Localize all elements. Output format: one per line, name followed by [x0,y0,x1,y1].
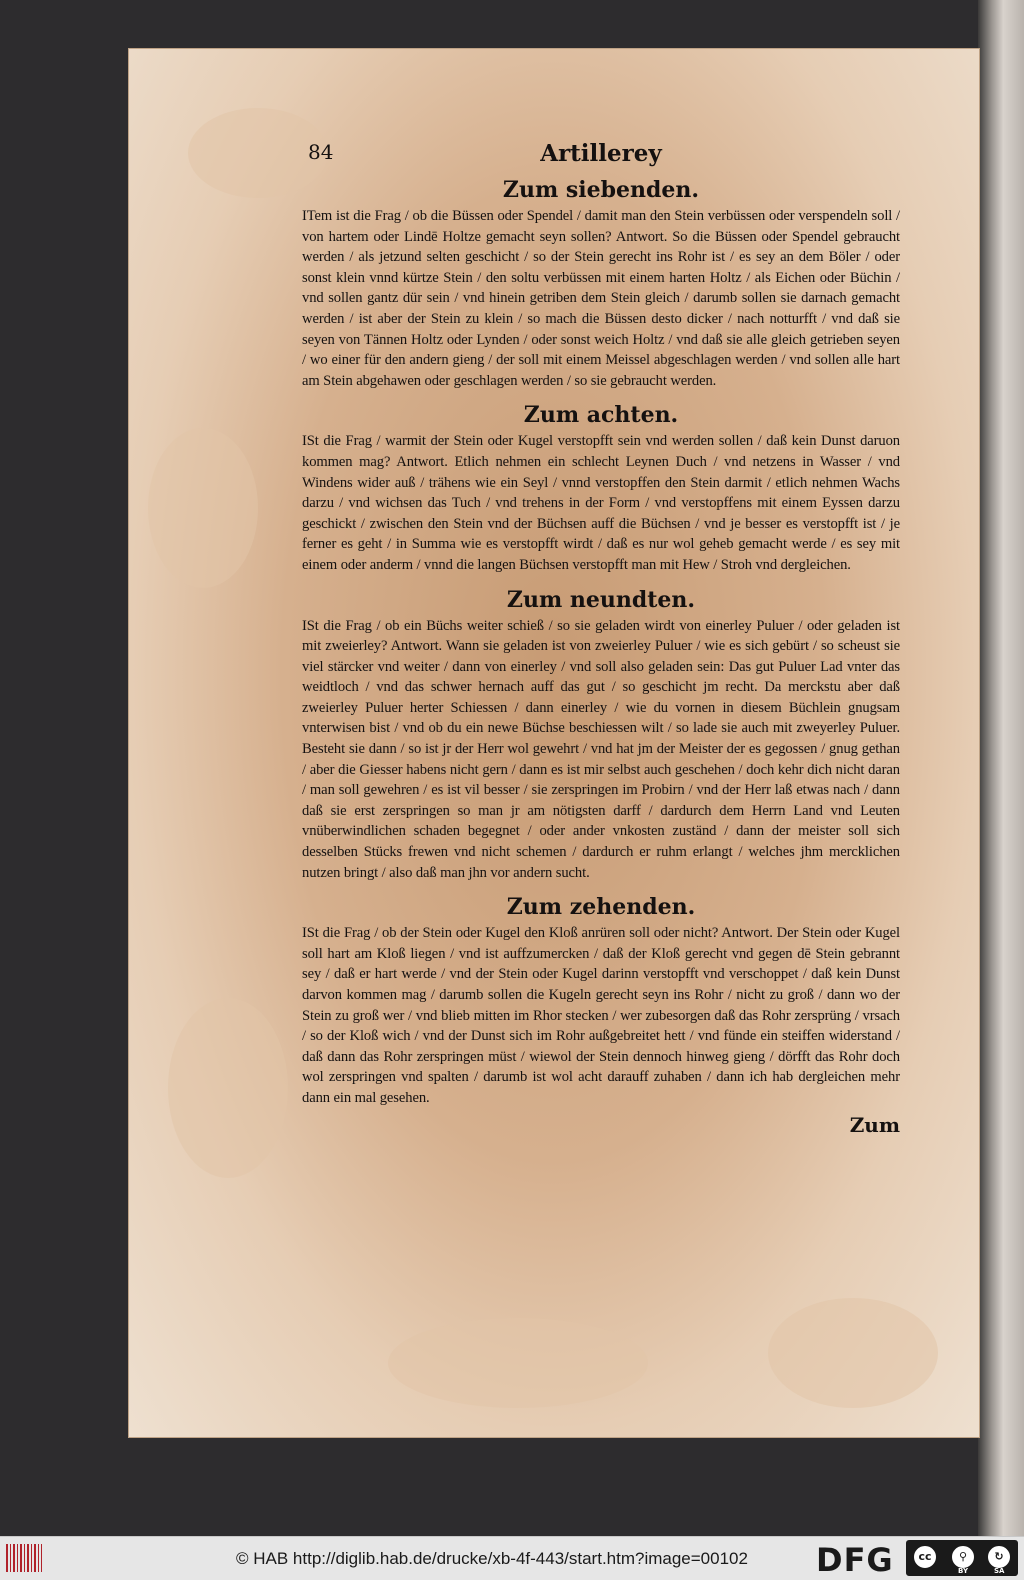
by-person-icon: ⚲ [950,1544,976,1570]
section [302,174,900,391]
adjacent-page-edge [978,0,1024,1536]
paper-stain [148,428,258,588]
library-logo [6,1544,42,1572]
section-paragraph: ITem ist die Frag / ob die Büssen oder Spendel / damit man den Stein verbüssen oder verspendeln soll / von hartem oder Lindē Holtze gemacht seyn sollen? Antwort. So die Büssen oder Spendel gebraucht werden / als jetzund selten geschicht / so der Stein gerecht ins Rohr ist / es sey an dem Böler / oder sonst klein vnnd kürtze Stein / den soltu verbüssen mit einem harten Holtz / als Eichen oder Büchin / vnd sollen gantz dür sein / vnd hinein getriben dem Stein gleich / darumb sollen sie darnach gemacht werden / ist aber der Stein zu klein / so mach die Büssen desto dicker / nach notturfft / vnd daß sie seyen von Tännen Holtz oder Lynden / oder sonst weich Holtz / vnd daß sie alle gleich getrieben seyen / wo einer für den andern gieng / der soll mit einem Meissel abgeschlagen werden / vnd sollen alle hart am Stein abgehawen oder geschlagen werden / so sie gebraucht werden. [302,208,900,389]
sa-label: SA [994,1567,1005,1575]
footer-bar [0,1536,1024,1580]
section-heading: Zum achten. [523,402,679,429]
section-heading: Zum zehenden. [506,894,696,921]
section [302,584,900,884]
paper-stain [768,1298,938,1408]
page-text [302,140,900,1139]
page-number: 84 [308,140,334,164]
section-heading: Zum neundten. [506,586,696,613]
share-alike-icon: ↻ [986,1544,1012,1570]
cc-icon: cc [912,1544,938,1570]
paper-stain [388,1318,648,1408]
catchword: Zum [849,1112,900,1137]
by-label: BY [958,1567,969,1575]
copyright-link[interactable]: © HAB http://diglib.hab.de/drucke/xb-4f-443/start.htm?image=00102 [236,1549,748,1568]
section-paragraph: ISt die Frag / ob der Stein oder Kugel den Kloß anrüren soll oder nicht? Antwort. Der Stein oder Kugel soll hart am Kloß liegen / vnd ist auffzumercken / daß der Kloß gerecht vnd gegen dē Stein gebrannt sey / daß er hart werde / vnd der Stein oder Kugel darinn verstopfft vnd verschoppet / daß kein Dunst darvon kommen mag / darumb sollen die Kugeln gerecht seyn ins Rohr / nicht zu groß / dann wo der Stein zu groß wer / vnd blieb mitten im Rhor stecken / wer zubesorgen daß das Rohr zersprüng / vrsach / so der Kloß wich / vnd der Dunst sich im Rohr außgebreitet hett / vnd fünde ein steiffen widerstand / daß dann das Rohr zerspringen müst / wiewol der Stein dennoch hinweg gieng / dörfft das Rohr doch wol zerspringen vnd spalten / darumb ist wol acht darauff zuhaben / dann ich hab dergleichen mehr dann ein mal gesehen. [302,925,900,1106]
section-heading: Zum siebenden. [502,177,700,203]
section-paragraph: ISt die Frag / ob ein Büchs weiter schieß / so sie geladen wirdt von einerley Puluer / oder geladen ist mit zweierley? Antwort. Wann sie geladen ist von zweierley Puluer / wie es sich gebürt / so scheust sie viel stärcker vnd weiter / dann von einerley / vnd soll also geladen sein: Das gut Puluer Lad vnter das weidtloch / vnd das schwer hernach auff das gut / so geschicht jm recht. Da merckstu aber daß zweierley Puluer herter Schiessen / dann einerley / wie du vornen in diesem Büchlein gnugsam vnterwisen bist / vnd ob du ein newe Büchse beschiessen wilt / so lade sie auch mit zweyerley Puluer. Besteht sie dann / so ist jr der Herr wol gewehrt / vnd hat jm der Meister der es gegossen / gnug gethan / aber die Giesser habens nicht gern / dann es ist mir selbst auch geschehen / doch kehr dich nicht daran / man soll gewehren / es ist vil besser / sie zerspringen im Probirn / vnd der Herr laß etwas nach / dann daß sie erst zerspringen so man jr am nötigsten darff / dardurch dem Herrn Land vnd Leuten vnüberwindlichen schaden begegnet / oder ander vnkosten zuständ / dann der meister soll sich desselben Stücks frewen vnd nicht schemen / dardurch er ruhm erlangt / welches jhm mercklichen nutzen bringt / also daß man jhn vor andern sucht. [302,617,900,881]
section [302,891,900,1108]
section-paragraph: ISt die Frag / warmit der Stein oder Kugel verstopfft sein vnd werden sollen / daß kein Dunst daruon kommen mag? Antwort. Etlich nehmen ein schlecht Leynen Duch / vnd netzens in Wasser / vnd Windens wider auß / trähens wie ein Seyl / vnnd verstopffen den Stein darmit / etlich nehmen Wachs darzu / vnd wichsen das Tuch / vnd trehens in der Form / vnd verstopffens mit einem Eyssen darzu geschickt / zwischen den Stein vnd der Büchsen auff die Büchsen / vnd je besser es verstopfft ist / je ferner es geht / in Summa wie es verstopfft wirdt / daß es nur wol geheb gemacht werde / es sey mit einem oder anderm / vnnd die langen Büchsen verstopfft man mit Hew / Stroh vnd dergleichen. [302,433,900,573]
running-head [302,140,900,174]
running-title: Artillerey [540,140,662,167]
cc-license-badge[interactable] [906,1540,1018,1576]
dfg-logo: DFG [816,1541,894,1579]
section [302,399,900,575]
paper-stain [168,998,288,1178]
